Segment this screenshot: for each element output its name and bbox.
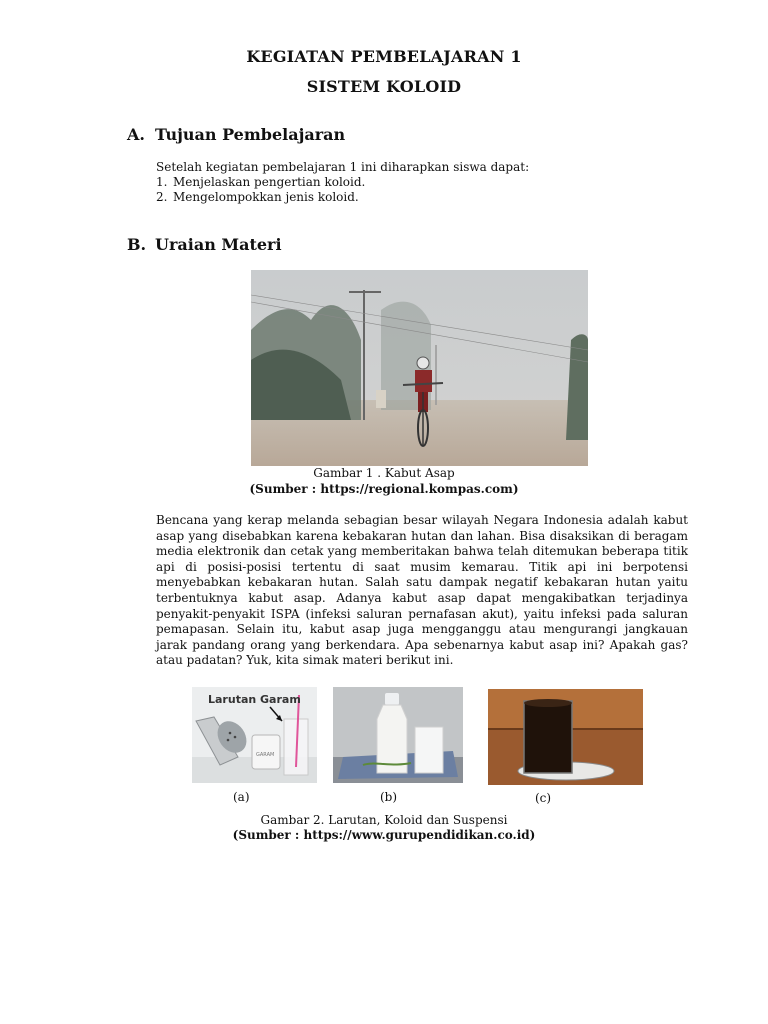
figure2-source: (Sumber : https://www.gurupendidikan.co.id) [232,828,536,842]
list-item-text: Menjelaskan pengertian koloid. [173,175,366,189]
list-item-number: 2. [156,190,168,204]
figure1-caption: Gambar 1 . Kabut Asap [313,466,455,480]
section-a-heading [127,125,345,144]
figure2-caption: Gambar 2. Larutan, Koloid dan Suspensi [260,813,508,827]
figure2-label-b: (b) [380,790,398,804]
salt-jar-label: GARAM [256,752,275,758]
section-b-heading [127,235,282,254]
objectives-intro: Setelah kegiatan pembelajaran 1 ini diharapkan siswa dapat: [156,160,530,174]
body-paragraph: Bencana yang kerap melanda sebagian besar wilayah Negara Indonesia adalah kabut asap yang disebabkan karena kebakaran hutan dan lahan. Bisa disaksikan di beragam media elektronik dan cetak yang memberitakan bahwa telah ditemukan beberapa titik api di posisi-posisi tertentu di saat musim kemarau. Titik api ini berpotensi menyebabkan kebakaran hutan. Salah satu dampak negatif kebakaran hutan yaitu terbentuknya kabut asap. Adanya kabut asap dapat mengakibatkan terjadinya penyakit-penyakit ISPA (infeksi saluran pernafasan akut), yaitu infeksi pada saluran pemapasan. Selain itu, kabut asap juga mengganggu atau mengurangi jangkauan jarak pandang orang yang berkendara. Apa sebenarnya kabut asap ini? Apakah gas? atau padatan? Yuk, kita simak materi berikut ini. [156,513,688,668]
section-b-letter: B. [127,235,147,254]
list-item-number: 1. [156,175,168,189]
milk-illustration [333,687,463,783]
figure2-label-c: (c) [535,791,552,805]
figure2-label-a: (a) [233,790,250,804]
section-a-title: Tujuan Pembelajaran [155,125,346,144]
list-item [156,190,676,205]
salt-photo-title: Larutan Garam [208,693,301,706]
page-title: KEGIATAN PEMBELAJARAN 1 [246,47,522,66]
objectives-block [156,160,676,205]
salt-solution-photo [192,687,317,783]
figure1-source: (Sumber : https://regional.kompas.com) [249,482,519,496]
haze-photo-illustration [251,270,588,466]
milk-photo [333,687,463,783]
list-item-text: Mengelompokkan jenis koloid. [173,190,359,204]
section-b-title: Uraian Materi [155,235,282,254]
objectives-list [156,175,676,205]
coffee-illustration [488,689,643,785]
page-subtitle: SISTEM KOLOID [306,77,462,96]
coffee-photo [488,689,643,785]
list-item [156,175,676,190]
haze-photo [251,270,588,466]
section-a-letter: A. [127,125,145,144]
